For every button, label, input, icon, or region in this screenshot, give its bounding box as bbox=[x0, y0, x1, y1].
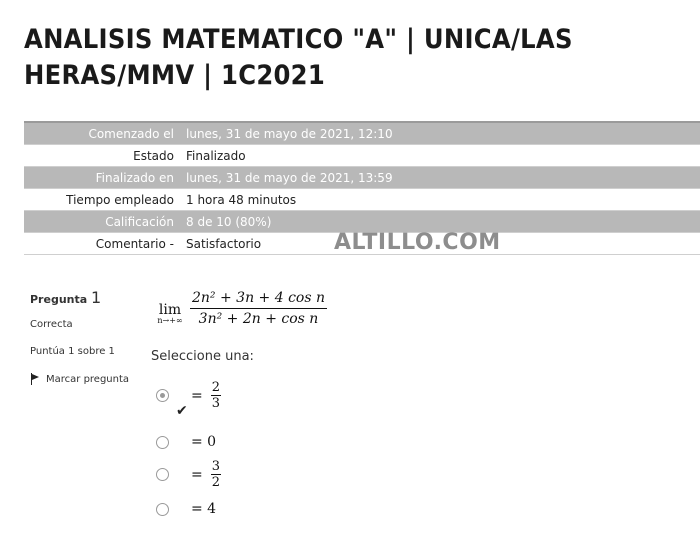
flag-icon bbox=[30, 373, 40, 385]
answer-text bbox=[191, 380, 221, 411]
question-number bbox=[30, 288, 140, 307]
summary-row-started bbox=[24, 122, 700, 145]
watermark: ALTILLO.COM bbox=[334, 230, 501, 255]
checkmark-icon: ✔ bbox=[176, 403, 188, 419]
summary-value: 8 de 10 (80%) bbox=[182, 211, 700, 233]
answer-denominator: 3 bbox=[211, 396, 221, 411]
answer-prompt: Seleccione una: bbox=[151, 349, 254, 364]
summary-value: Finalizado bbox=[182, 145, 700, 167]
summary-label: Comenzado el bbox=[24, 122, 182, 145]
denominator: 3n² + 2n + cos n bbox=[198, 311, 319, 327]
question-label: Pregunta bbox=[30, 293, 88, 306]
summary-label: Finalizado en bbox=[24, 167, 182, 189]
summary-value: Satisfactorio bbox=[182, 233, 700, 255]
radio-button[interactable] bbox=[156, 436, 169, 449]
summary-row-state bbox=[24, 145, 700, 167]
lim-word: lim bbox=[158, 302, 182, 318]
summary-label: Comentario - bbox=[24, 233, 182, 255]
answer-option-b[interactable] bbox=[156, 434, 216, 450]
radio-button[interactable] bbox=[156, 468, 169, 481]
answer-eq: = bbox=[191, 387, 203, 404]
answer-text bbox=[191, 459, 221, 490]
radio-button[interactable] bbox=[156, 503, 169, 516]
answer-option-a[interactable] bbox=[156, 380, 221, 411]
summary-row-time bbox=[24, 189, 700, 211]
formula-fraction bbox=[190, 290, 327, 327]
question-grade: Puntúa 1 sobre 1 bbox=[30, 346, 115, 357]
answer-eq: = 4 bbox=[191, 501, 217, 517]
summary-label: Tiempo empleado bbox=[24, 189, 182, 211]
flag-label: Marcar pregunta bbox=[46, 373, 130, 385]
answer-option-d[interactable] bbox=[156, 501, 216, 517]
summary-row-finished bbox=[24, 167, 700, 189]
answer-eq: = bbox=[191, 466, 203, 483]
summary-value: lunes, 31 de mayo de 2021, 13:59 bbox=[182, 167, 700, 189]
answer-text bbox=[191, 434, 216, 450]
question-number-value: 1 bbox=[91, 288, 102, 307]
lim-subscript: n→+∞ bbox=[157, 316, 183, 325]
answer-fraction bbox=[211, 380, 221, 411]
numerator: 2n² + 3n + 4 cos n bbox=[190, 290, 327, 309]
answer-option-c[interactable] bbox=[156, 459, 221, 490]
radio-button-selected[interactable] bbox=[156, 389, 169, 402]
question-info bbox=[30, 288, 140, 385]
summary-value: lunes, 31 de mayo de 2021, 12:10 bbox=[182, 122, 700, 145]
answer-numerator: 2 bbox=[211, 380, 221, 395]
flag-question-link[interactable] bbox=[30, 373, 140, 385]
answer-fraction bbox=[211, 459, 221, 490]
answer-text bbox=[191, 501, 216, 517]
answer-eq: = 0 bbox=[191, 434, 217, 450]
question-state: Correcta bbox=[30, 319, 73, 330]
answer-denominator: 2 bbox=[211, 475, 221, 490]
answer-numerator: 3 bbox=[211, 459, 221, 474]
page-title: ANALISIS MATEMATICO "A" | UNICA/LAS HERAS/MMV | 1C2021 bbox=[24, 24, 573, 91]
limit-operator bbox=[150, 302, 190, 325]
summary-value: 1 hora 48 minutos bbox=[182, 189, 700, 211]
summary-label: Estado bbox=[24, 145, 182, 167]
summary-label: Calificación bbox=[24, 211, 182, 233]
